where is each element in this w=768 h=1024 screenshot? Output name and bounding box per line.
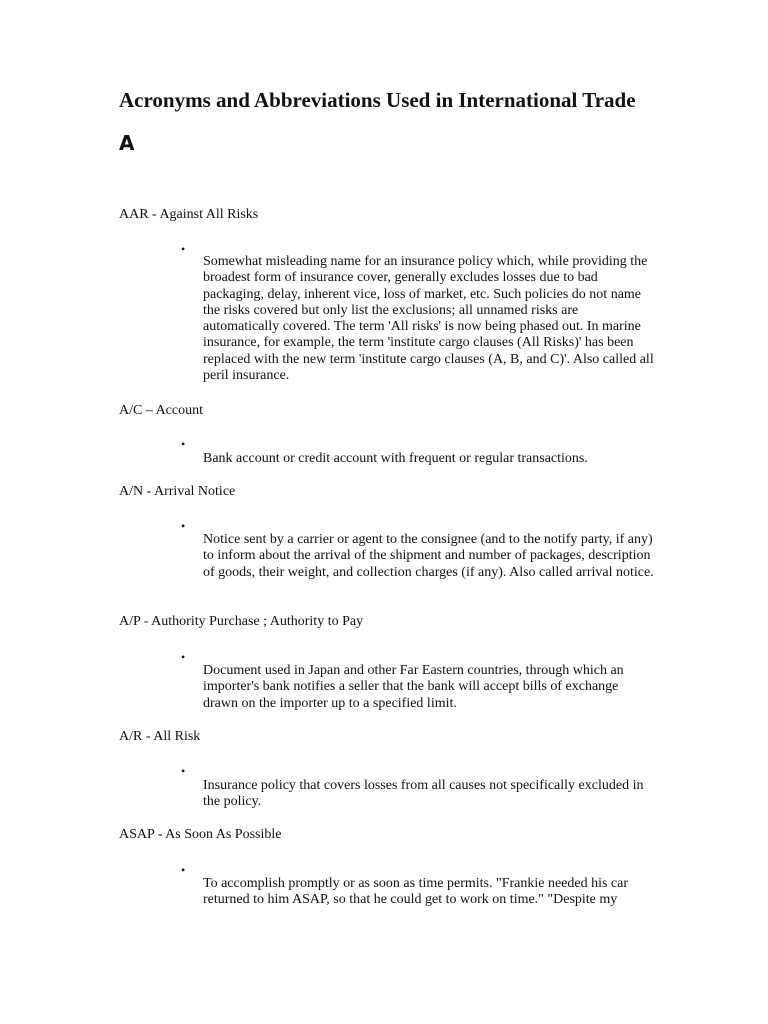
entry-definition: Somewhat misleading name for an insurance policy which, while providing the broadest form of insurance cover, generally excludes losses due to bad packaging, delay, inherent vice, loss of market, etc. Such policies do not name the risks covered but only list the exclusions; all unnamed risks are automatically covered. The term 'All risks' is now being phased out. In marine insurance, for example, the term 'institute cargo clauses (All Risks)' has been replaced with the new term 'institute cargo clauses (A, B, and C)'. Also called all peril insurance. [203,254,654,384]
entry-definition: Insurance policy that covers losses from all causes not specifically excluded in the policy. [203,778,644,810]
entry-definition: To accomplish promptly or as soon as time permits. "Frankie needed his car returned to him ASAP, so that he could get to work on time." "Despite my [203,876,629,908]
entry-term: A/R - All Risk [119,729,201,744]
entry-term: A/C – Account [119,403,203,418]
section-letter-heading: A [119,131,135,155]
entry-term: ASAP - As Soon As Possible [119,827,282,842]
bullet-point: • [181,242,186,256]
entry-term: A/P - Authority Purchase ; Authority to Pay [119,614,364,629]
bullet-point: • [181,863,186,877]
bullet-point: • [181,650,186,664]
entry-definition: Notice sent by a carrier or agent to the consignee (and to the notify party, if any) to inform about the arrival of the shipment and number of packages, description of goods, their weight, and collection charges (if any). Also called arrival notice. [203,532,654,580]
bullet-point: • [181,764,186,778]
bullet-point: • [181,519,186,533]
document-title: Acronyms and Abbreviations Used in International Trade [119,88,636,112]
entry-term: A/N - Arrival Notice [119,484,236,499]
bullet-point: • [181,437,186,451]
entry-term: AAR - Against All Risks [119,207,259,222]
entry-definition: Bank account or credit account with frequent or regular transactions. [203,451,588,466]
entry-definition: Document used in Japan and other Far Eastern countries, through which an importer's bank notifies a seller that the bank will accept bills of exchange drawn on the importer up to a specified limit. [203,663,624,711]
